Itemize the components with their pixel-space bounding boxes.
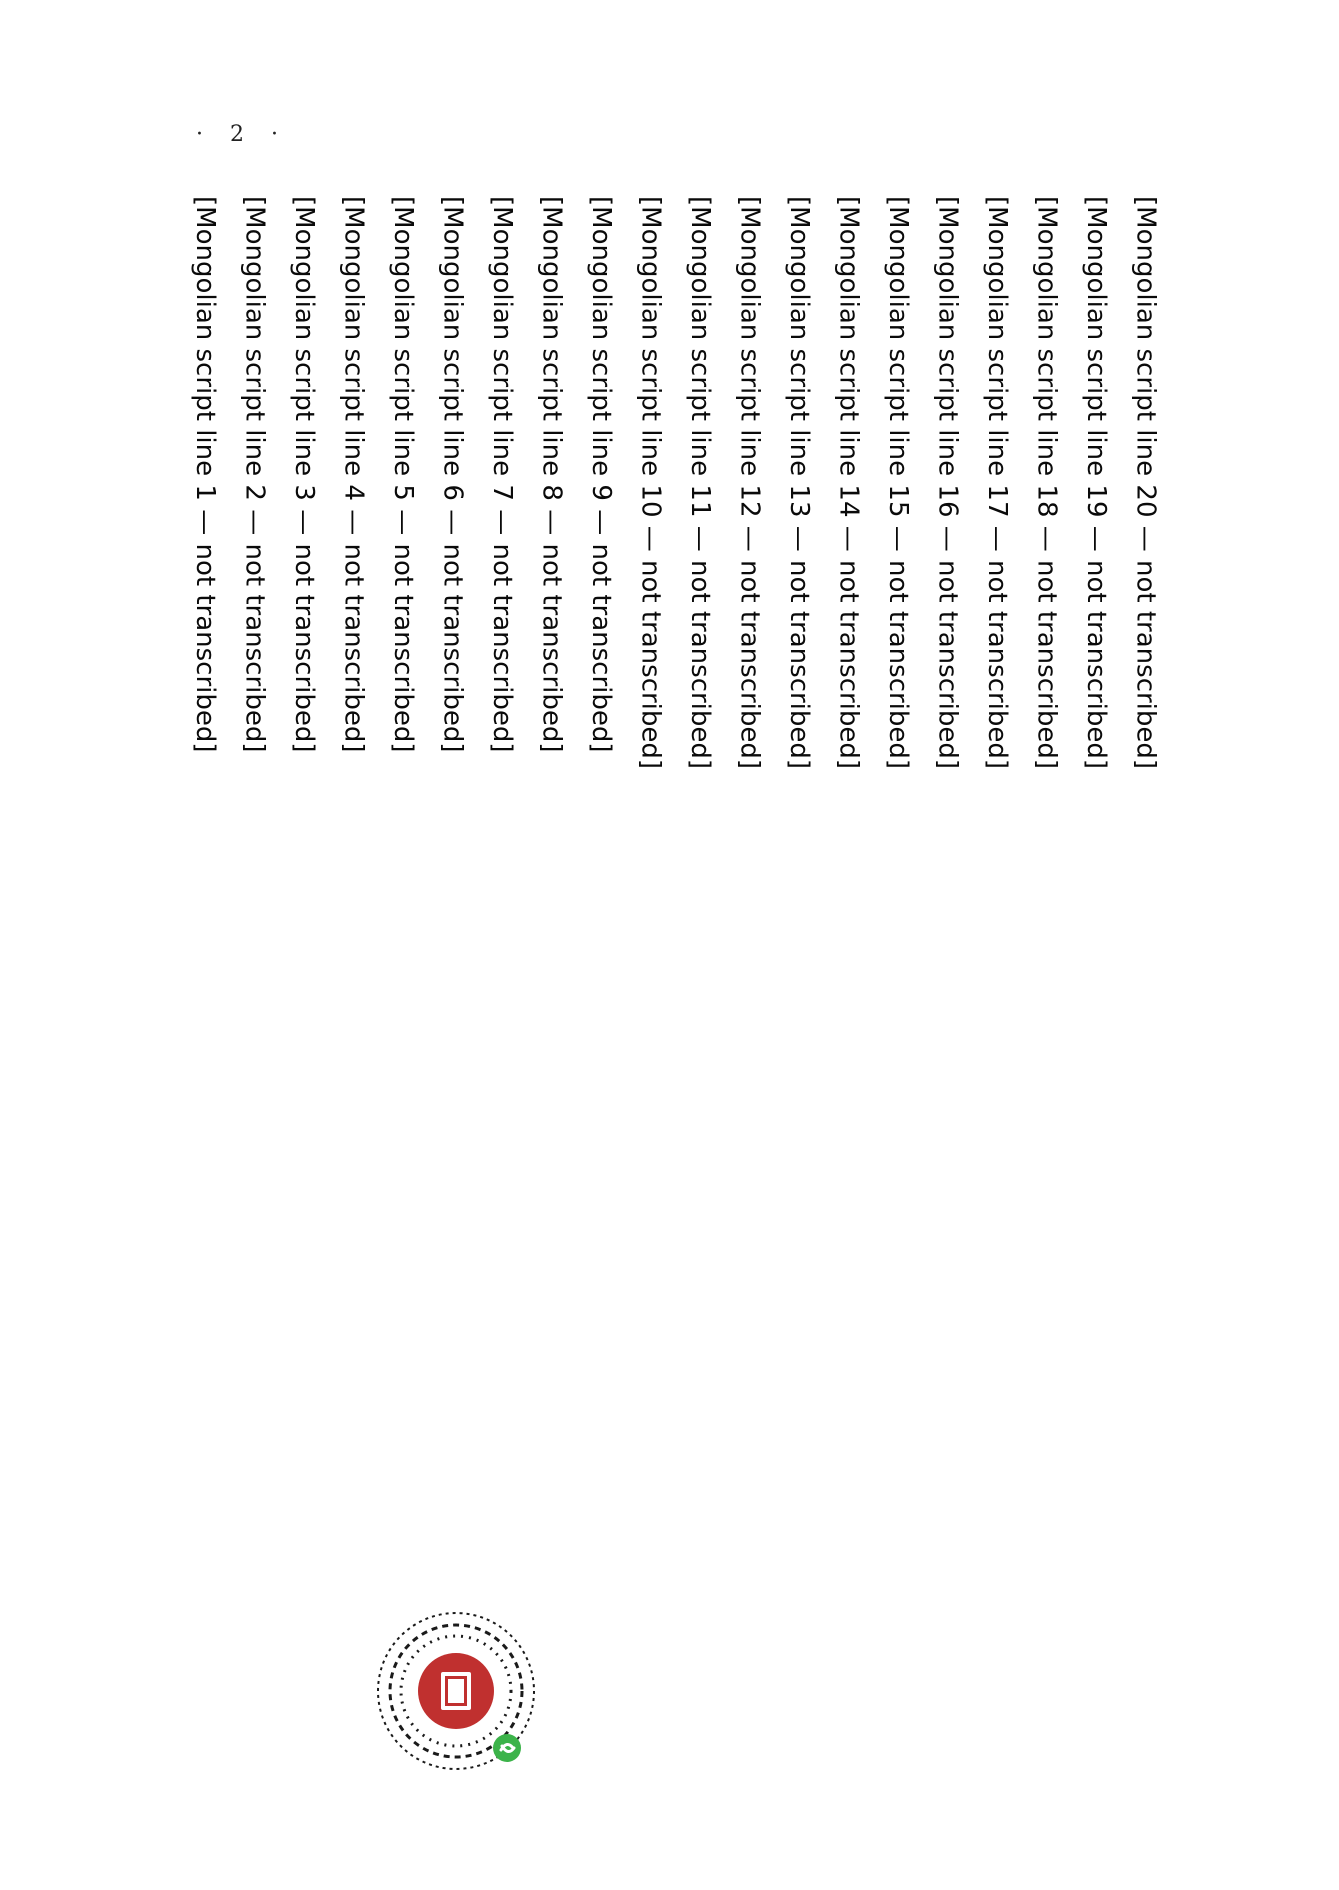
text-line: [Mongolian script line 17 — not transcribed] xyxy=(982,196,1012,770)
text-line: [Mongolian script line 4 — not transcribed] xyxy=(338,196,369,753)
text-line: [Mongolian script line 14 — not transcribed] xyxy=(833,196,864,770)
page-number: · 2 · xyxy=(196,122,288,147)
text-line: [Mongolian script line 1 — not transcribed] xyxy=(190,196,220,753)
body-text xyxy=(182,196,1172,1706)
text-line: [Mongolian script line 9 — not transcribed] xyxy=(586,196,616,753)
text-line: [Mongolian script line 13 — not transcribed] xyxy=(784,196,814,770)
text-line: [Mongolian script line 18 — not transcribed] xyxy=(1031,196,1062,770)
text-line: [Mongolian script line 10 — not transcribed] xyxy=(635,196,666,770)
text-line: [Mongolian script line 8 — not transcribed] xyxy=(536,196,567,753)
text-line: [Mongolian script line 20 — not transcribed] xyxy=(1130,196,1161,770)
text-line: [Mongolian script line 19 — not transcribed] xyxy=(1081,196,1111,770)
text-line: [Mongolian script line 6 — not transcribed] xyxy=(437,196,468,753)
mini-program-qr-code-icon xyxy=(375,1610,537,1772)
text-line: [Mongolian script line 16 — not transcribed] xyxy=(932,196,963,770)
text-line: [Mongolian script line 11 — not transcribed] xyxy=(685,196,715,770)
text-line: [Mongolian script line 3 — not transcribed] xyxy=(289,196,319,753)
qr-code-graphic xyxy=(375,1610,537,1772)
text-line: [Mongolian script line 12 — not transcribed] xyxy=(734,196,765,770)
book-icon xyxy=(418,1653,494,1729)
text-line: [Mongolian script line 7 — not transcribed] xyxy=(487,196,517,753)
link-icon xyxy=(493,1734,521,1762)
text-line: [Mongolian script line 5 — not transcribed] xyxy=(388,196,418,753)
text-line: [Mongolian script line 2 — not transcribed] xyxy=(239,196,270,753)
text-line: [Mongolian script line 15 — not transcribed] xyxy=(883,196,913,770)
